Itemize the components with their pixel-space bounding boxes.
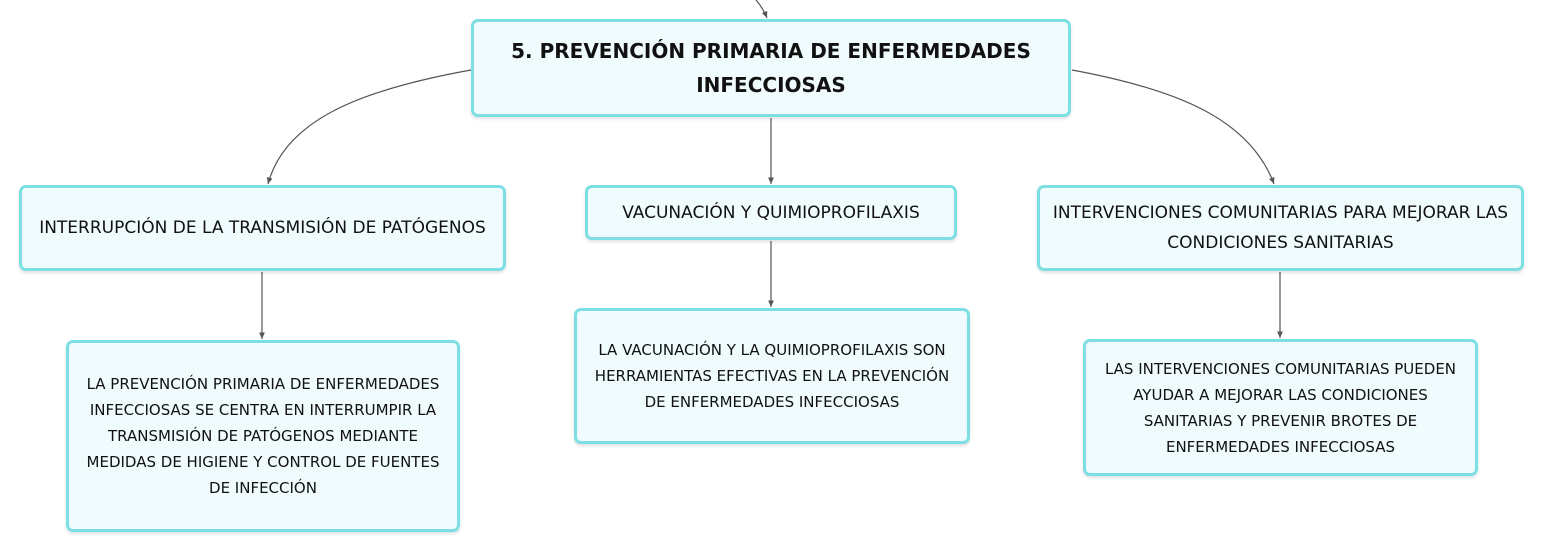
subtopic-vaccination-detail[interactable] bbox=[574, 308, 970, 444]
connector-parent-to-root bbox=[756, 0, 767, 18]
connector-root-to-branch-3 bbox=[1072, 70, 1274, 184]
subtopic-community-detail[interactable] bbox=[1083, 339, 1478, 476]
connector-root-to-branch-1 bbox=[268, 70, 471, 184]
root-topic[interactable] bbox=[471, 19, 1071, 117]
subtopic-label: LA PREVENCIÓN PRIMARIA DE ENFERMEDADES INFECCIOSAS SE CENTRA EN INTERRUMPIR LA TRANSMISIÓN DE PATÓGENOS MEDIANTE MEDIDAS DE HIGIENE Y CONTROL DE FUENTES DE INFECCIÓN bbox=[86, 375, 440, 497]
subtopic-label: LA VACUNACIÓN Y LA QUIMIOPROFILAXIS SON HERRAMIENTAS EFECTIVAS EN LA PREVENCIÓN DE ENFERMEDADES INFECCIOSAS bbox=[594, 341, 950, 411]
subtopic-transmission-detail[interactable] bbox=[66, 340, 460, 532]
topic-community-interventions[interactable] bbox=[1037, 185, 1524, 271]
topic-label: INTERVENCIONES COMUNITARIAS PARA MEJORAR LAS CONDICIONES SANITARIAS bbox=[1052, 203, 1509, 253]
topic-label: INTERRUPCIÓN DE LA TRANSMISIÓN DE PATÓGENOS bbox=[39, 218, 486, 238]
root-topic-label: 5. PREVENCIÓN PRIMARIA DE ENFERMEDADES INFECCIOSAS bbox=[511, 39, 1031, 97]
topic-label: VACUNACIÓN Y QUIMIOPROFILAXIS bbox=[622, 202, 920, 223]
topic-transmission-interruption[interactable] bbox=[19, 185, 506, 271]
subtopic-label: LAS INTERVENCIONES COMUNITARIAS PUEDEN AYUDAR A MEJORAR LAS CONDICIONES SANITARIAS Y PREVENIR BROTES DE ENFERMEDADES INFECCIOSAS bbox=[1104, 359, 1457, 456]
topic-vaccination[interactable] bbox=[585, 185, 957, 240]
